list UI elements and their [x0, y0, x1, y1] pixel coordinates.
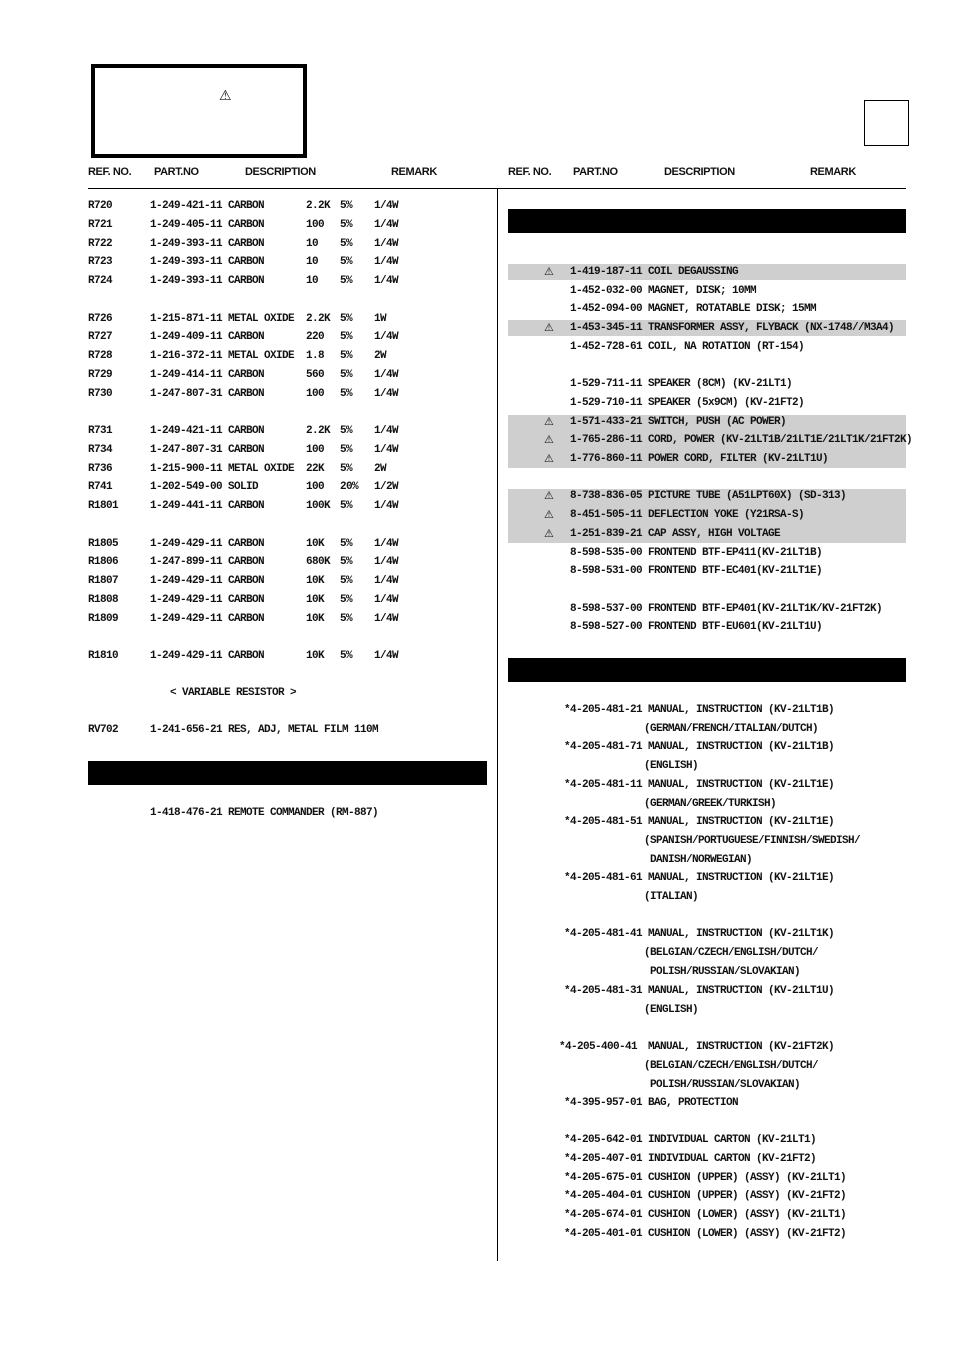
wattage: 1/4W: [374, 237, 399, 250]
ref-no: R1805: [88, 537, 119, 550]
part-no: *4-205-481-31: [564, 985, 643, 997]
description-continued: POLISH/RUSSIAN/SLOVAKIAN): [644, 965, 801, 978]
header-part-no: PART.NO: [154, 166, 199, 178]
ref-no: R1809: [88, 612, 119, 625]
part-row: [0, 413, 954, 431]
part-no: 1-452-728-61: [570, 341, 643, 353]
resistance-value: 10K: [306, 612, 325, 625]
wattage: 1/4W: [374, 537, 399, 550]
ref-no: R729: [88, 368, 113, 381]
wattage: 1/4W: [374, 593, 399, 606]
description: CUSHION (LOWER) (ASSY) (KV-21LT1): [648, 1209, 847, 1221]
description: CARBON: [228, 500, 265, 512]
ref-no: R722: [88, 237, 113, 250]
accessory-row: [0, 813, 954, 831]
part-no: 1-251-839-21: [570, 528, 643, 540]
description: RES, ADJ, METAL FILM 110M: [228, 724, 379, 736]
accessory-row: [0, 1094, 954, 1112]
part-no: 1-529-710-11: [570, 397, 643, 409]
description: POWER CORD, FILTER (KV-21LT1U): [648, 453, 829, 465]
part-row: [0, 618, 954, 636]
description: MANUAL, INSTRUCTION (KV-21LT1B): [648, 741, 835, 753]
accessory-row: [0, 1038, 954, 1056]
part-no: 1-215-871-11: [150, 312, 223, 325]
description: METAL OXIDE: [228, 312, 295, 325]
description-continued: (ENGLISH): [644, 759, 699, 772]
wattage: 1/4W: [374, 650, 399, 662]
part-no: 1-202-549-00: [150, 481, 223, 494]
tolerance: 5%: [340, 368, 353, 381]
tolerance: 5%: [340, 387, 353, 400]
tolerance: 5%: [340, 200, 353, 212]
resistance-value: 2.2K: [306, 312, 331, 325]
description: CARBON: [228, 556, 265, 569]
description: TRANSFORMER ASSY, FLYBACK (NX-1748//M3A4): [648, 322, 895, 334]
part-no: 1-249-393-11: [150, 237, 223, 250]
part-row: [0, 338, 954, 356]
part-no: *4-205-481-11: [564, 779, 643, 791]
part-no: 1-418-476-21: [150, 807, 223, 819]
safety-warning-icon: ⚠: [544, 265, 554, 278]
safety-warning-icon: ⚠: [544, 489, 554, 502]
wattage: 1/4W: [374, 612, 399, 625]
description: SOLID: [228, 481, 259, 494]
part-no: *4-205-481-61: [564, 872, 643, 884]
part-row: [0, 394, 954, 412]
tolerance: 5%: [340, 650, 353, 662]
resistor-row: [0, 197, 954, 215]
resistance-value: 10K: [306, 593, 325, 606]
description: MAGNET, DISK; 10MM: [648, 285, 757, 297]
accessory-continuation-line: [0, 851, 954, 869]
description-continued: (ITALIAN): [644, 890, 699, 903]
part-no: *4-205-642-01: [564, 1134, 643, 1146]
part-row: [0, 487, 954, 505]
tolerance: 5%: [340, 218, 353, 231]
accessory-row: [0, 869, 954, 887]
accessory-row: [0, 1150, 954, 1168]
part-no: *4-205-400-41: [559, 1041, 638, 1053]
part-no: 1-249-429-11: [150, 650, 223, 662]
part-no: *4-205-675-01: [564, 1172, 643, 1184]
description-continued: (GERMAN/GREEK/TURKISH): [644, 797, 777, 810]
resistance-value: 100: [306, 481, 325, 494]
part-row: [0, 282, 954, 300]
description: CARBON: [228, 256, 265, 269]
resistor-row: [0, 235, 954, 253]
wattage: 1/4W: [374, 387, 399, 400]
tolerance: 5%: [340, 312, 353, 325]
description: CARBON: [228, 387, 265, 400]
part-no: *4-205-404-01: [564, 1190, 643, 1202]
part-no: 1-419-187-11: [570, 266, 643, 278]
safety-warning-box: [91, 64, 307, 158]
accessory-continuation-line: [0, 757, 954, 775]
wattage: 1/4W: [374, 500, 399, 512]
description: SPEAKER (5x9CM) (KV-21FT2): [648, 397, 805, 409]
part-no: 1-249-441-11: [150, 500, 223, 512]
description: CORD, POWER (KV-21LT1B/21LT1E/21LT1K/21FT2K): [648, 434, 913, 446]
accessory-row: [0, 1169, 954, 1187]
resistance-value: 1.8: [306, 350, 325, 362]
description: MANUAL, INSTRUCTION (KV-21FT2K): [648, 1041, 835, 1053]
part-row: [0, 506, 954, 524]
wattage: 2W: [374, 462, 387, 475]
resistance-value: 680K: [306, 556, 331, 569]
accessory-continuation-line: [0, 963, 954, 981]
description: CUSHION (UPPER) (ASSY) (KV-21LT1): [648, 1172, 847, 1184]
wattage: 1/4W: [374, 256, 399, 269]
part-no: 1-249-393-11: [150, 275, 223, 287]
accessory-row: [0, 738, 954, 756]
description: CARBON: [228, 368, 265, 381]
description: MANUAL, INSTRUCTION (KV-21LT1E): [648, 872, 835, 884]
description: CARBON: [228, 275, 265, 287]
wattage: 1/4W: [374, 575, 399, 587]
ref-no: R741: [88, 481, 113, 494]
part-no: 1-249-429-11: [150, 575, 223, 587]
resistance-value: 2.2K: [306, 200, 331, 212]
description-continued: (GERMAN/FRENCH/ITALIAN/DUTCH): [644, 722, 819, 735]
ref-no: R721: [88, 218, 113, 231]
accessory-row: [0, 701, 954, 719]
part-no: 1-571-433-21: [570, 416, 643, 428]
part-no: 8-451-505-11: [570, 509, 643, 521]
accessory-row: [0, 1187, 954, 1205]
resistance-value: 10K: [306, 537, 325, 550]
wattage: 1/4W: [374, 331, 399, 344]
tolerance: 5%: [340, 425, 353, 437]
part-no: 1-216-372-11: [150, 350, 223, 362]
header-description: DESCRIPTION: [245, 166, 316, 178]
description-continued: (SPANISH/PORTUGUESE/FINNISH/SWEDISH/: [644, 834, 861, 847]
part-row: [0, 562, 954, 580]
part-no: *4-205-401-01: [564, 1228, 643, 1240]
description-continued: (BELGIAN/CZECH/ENGLISH/DUTCH/: [644, 946, 819, 959]
part-no: 1-247-807-31: [150, 443, 223, 456]
resistance-value: 560: [306, 368, 325, 381]
ref-no: RV702: [88, 724, 119, 736]
tolerance: 5%: [340, 556, 353, 569]
tolerance: 20%: [340, 481, 359, 494]
wattage: 1/4W: [374, 275, 399, 287]
part-row: [0, 300, 954, 318]
part-no: 1-249-421-11: [150, 425, 223, 437]
description: REMOTE COMMANDER (RM-887): [228, 807, 379, 819]
resistance-value: 2.2K: [306, 425, 331, 437]
ref-no: R734: [88, 443, 113, 456]
part-no: *4-205-481-21: [564, 704, 643, 716]
accessory-continuation-line: [0, 1076, 954, 1094]
description: MANUAL, INSTRUCTION (KV-21LT1B): [648, 704, 835, 716]
tolerance: 5%: [340, 500, 353, 512]
ref-no: R1807: [88, 575, 119, 587]
wattage: 1/4W: [374, 443, 399, 456]
tolerance: 5%: [340, 593, 353, 606]
tolerance: 5%: [340, 350, 353, 362]
tolerance: 5%: [340, 537, 353, 550]
accessory-continuation-line: [0, 832, 954, 850]
resistance-value: 220: [306, 331, 325, 344]
part-no: 1-249-393-11: [150, 256, 223, 269]
wattage: 1W: [374, 312, 387, 325]
description: CARBON: [228, 237, 265, 250]
description: METAL OXIDE: [228, 462, 295, 475]
tolerance: 5%: [340, 612, 353, 625]
ref-no: R736: [88, 462, 113, 475]
part-row: [0, 525, 954, 543]
ref-no: R720: [88, 200, 113, 212]
description-continued: DANISH/NORWEGIAN): [644, 853, 753, 866]
part-no: 1-529-711-11: [570, 378, 643, 390]
description: CARBON: [228, 593, 265, 606]
resistance-value: 100K: [306, 500, 331, 512]
part-no: 1-249-429-11: [150, 612, 223, 625]
page-number-box: [864, 100, 909, 146]
safety-warning-icon: ⚠: [544, 415, 554, 428]
resistor-row: [0, 216, 954, 234]
part-row: [0, 263, 954, 281]
description: CARBON: [228, 425, 265, 437]
part-row: [0, 544, 954, 562]
description: INDIVIDUAL CARTON (KV-21FT2): [648, 1153, 817, 1165]
part-no: 1-776-860-11: [570, 453, 643, 465]
description: BAG, PROTECTION: [648, 1097, 739, 1109]
resistance-value: 10K: [306, 650, 325, 662]
ref-no: R726: [88, 312, 113, 325]
description-continued: (BELGIAN/CZECH/ENGLISH/DUTCH/: [644, 1059, 819, 1072]
tolerance: 5%: [340, 275, 353, 287]
ref-no: R727: [88, 331, 113, 344]
header-remark: REMARK: [391, 166, 437, 178]
variable-resistor-label: < VARIABLE RESISTOR >: [170, 687, 297, 699]
part-no: 1-249-409-11: [150, 331, 223, 344]
resistance-value: 10: [306, 275, 319, 287]
description-continued: (ENGLISH): [644, 1003, 699, 1016]
part-no: *4-205-407-01: [564, 1153, 643, 1165]
part-no: 1-249-414-11: [150, 368, 223, 381]
header-part-no-right: PART.NO: [573, 166, 618, 178]
part-no: 1-247-807-31: [150, 387, 223, 400]
part-no: *4-395-957-01: [564, 1097, 643, 1109]
part-no: 1-452-032-00: [570, 285, 643, 297]
wattage: 1/4W: [374, 368, 399, 381]
ref-no: R731: [88, 425, 113, 437]
part-no: 1-452-094-00: [570, 303, 643, 315]
accessory-row: [0, 1131, 954, 1149]
description: INDIVIDUAL CARTON (KV-21LT1): [648, 1134, 817, 1146]
part-no: 1-765-286-11: [570, 434, 643, 446]
header-description-right: DESCRIPTION: [664, 166, 735, 178]
description: DEFLECTION YOKE (Y21RSA-S): [648, 509, 805, 521]
accessory-row: [0, 776, 954, 794]
part-row: [0, 450, 954, 468]
description: SPEAKER (8CM) (KV-21LT1): [648, 378, 793, 390]
description: CARBON: [228, 443, 265, 456]
part-no: 8-598-527-00: [570, 621, 643, 633]
part-no: 1-249-421-11: [150, 200, 223, 212]
wattage: 1/4W: [374, 425, 399, 437]
resistance-value: 10: [306, 237, 319, 250]
description: PICTURE TUBE (A51LPT60X) (SD-313): [648, 490, 847, 502]
description: COIL DEGAUSSING: [648, 266, 739, 278]
wattage: 1/2W: [374, 481, 399, 494]
safety-warning-icon: ⚠: [544, 321, 554, 334]
accessory-continuation-line: [0, 944, 954, 962]
safety-warning-icon: ⚠: [544, 433, 554, 446]
description: FRONTEND BTF-EU601(KV-21LT1U): [648, 621, 823, 633]
part-no: 1-215-900-11: [150, 462, 223, 475]
wattage: 1/4W: [374, 218, 399, 231]
part-row: [0, 375, 954, 393]
safety-warning-icon: ⚠: [544, 527, 554, 540]
accessory-continuation-line: [0, 1057, 954, 1075]
tolerance: 5%: [340, 237, 353, 250]
ref-no: R724: [88, 275, 113, 287]
part-no: *4-205-481-41: [564, 928, 643, 940]
part-no: 8-598-535-00: [570, 547, 643, 559]
accessory-continuation-line: [0, 795, 954, 813]
wattage: 2W: [374, 350, 387, 362]
accessory-row: [0, 982, 954, 1000]
ref-no: R728: [88, 350, 113, 362]
accessory-continuation-line: [0, 720, 954, 738]
description: METAL OXIDE: [228, 350, 295, 362]
description: FRONTEND BTF-EP401(KV-21LT1K/KV-21FT2K): [648, 603, 883, 615]
resistance-value: 100: [306, 443, 325, 456]
description: CARBON: [228, 650, 265, 662]
variable-resistor-heading: [0, 684, 954, 702]
description: MANUAL, INSTRUCTION (KV-21LT1U): [648, 985, 835, 997]
part-no: 8-738-836-05: [570, 490, 643, 502]
wattage: 1/4W: [374, 200, 399, 212]
description: MANUAL, INSTRUCTION (KV-21LT1E): [648, 816, 835, 828]
accessory-row: [0, 1206, 954, 1224]
part-no: *4-205-481-51: [564, 816, 643, 828]
part-row: [0, 319, 954, 337]
part-no: 8-598-531-00: [570, 565, 643, 577]
ref-no: R730: [88, 387, 113, 400]
part-no: 1-249-429-11: [150, 537, 223, 550]
safety-warning-icon: ⚠: [544, 452, 554, 465]
wattage: 1/4W: [374, 556, 399, 569]
warning-triangle-icon: ⚠: [219, 88, 232, 104]
description: CUSHION (LOWER) (ASSY) (KV-21FT2): [648, 1228, 847, 1240]
resistance-value: 22K: [306, 462, 325, 475]
part-no: *4-205-674-01: [564, 1209, 643, 1221]
part-no: 1-241-656-21: [150, 724, 223, 736]
part-no: *4-205-481-71: [564, 741, 643, 753]
ref-no: R1801: [88, 500, 119, 512]
description-continued: POLISH/RUSSIAN/SLOVAKIAN): [644, 1078, 801, 1091]
part-no: 8-598-537-00: [570, 603, 643, 615]
description: MANUAL, INSTRUCTION (KV-21LT1E): [648, 779, 835, 791]
description: CARBON: [228, 218, 265, 231]
resistance-value: 100: [306, 387, 325, 400]
ref-no: R723: [88, 256, 113, 269]
resistance-value: 10: [306, 256, 319, 269]
resistance-value: 100: [306, 218, 325, 231]
description: CARBON: [228, 537, 265, 550]
header-remark-right: REMARK: [810, 166, 856, 178]
ref-no: R1806: [88, 556, 119, 569]
part-no: 1-249-429-11: [150, 593, 223, 606]
part-row: [0, 600, 954, 618]
description: CUSHION (UPPER) (ASSY) (KV-21FT2): [648, 1190, 847, 1202]
description: MANUAL, INSTRUCTION (KV-21LT1K): [648, 928, 835, 940]
accessory-row: [0, 925, 954, 943]
header-ref-no-right: REF. NO.: [508, 166, 552, 178]
description: CAP ASSY, HIGH VOLTAGE: [648, 528, 781, 540]
tolerance: 5%: [340, 462, 353, 475]
part-no: 1-247-899-11: [150, 556, 223, 569]
tolerance: 5%: [340, 256, 353, 269]
accessory-continuation-line: [0, 888, 954, 906]
tolerance: 5%: [340, 575, 353, 587]
resistance-value: 10K: [306, 575, 325, 587]
description: SWITCH, PUSH (AC POWER): [648, 416, 787, 428]
tolerance: 5%: [340, 331, 353, 344]
accessory-row: [0, 1225, 954, 1243]
accessory-continuation-line: [0, 1001, 954, 1019]
part-row: [0, 431, 954, 449]
description: CARBON: [228, 612, 265, 625]
safety-warning-icon: ⚠: [544, 508, 554, 521]
ref-no: R1810: [88, 650, 119, 662]
part-no: 1-249-405-11: [150, 218, 223, 231]
tolerance: 5%: [340, 443, 353, 456]
description: CARBON: [228, 575, 265, 587]
description: CARBON: [228, 331, 265, 344]
header-ref-no: REF. NO.: [88, 166, 132, 178]
description: MAGNET, ROTATABLE DISK; 15MM: [648, 303, 817, 315]
ref-no: R1808: [88, 593, 119, 606]
resistor-row: [0, 647, 954, 665]
description: CARBON: [228, 200, 265, 212]
description: FRONTEND BTF-EC401(KV-21LT1E): [648, 565, 823, 577]
part-no: 1-453-345-11: [570, 322, 643, 334]
description: FRONTEND BTF-EP411(KV-21LT1B): [648, 547, 823, 559]
description: COIL, NA ROTATION (RT-154): [648, 341, 805, 353]
